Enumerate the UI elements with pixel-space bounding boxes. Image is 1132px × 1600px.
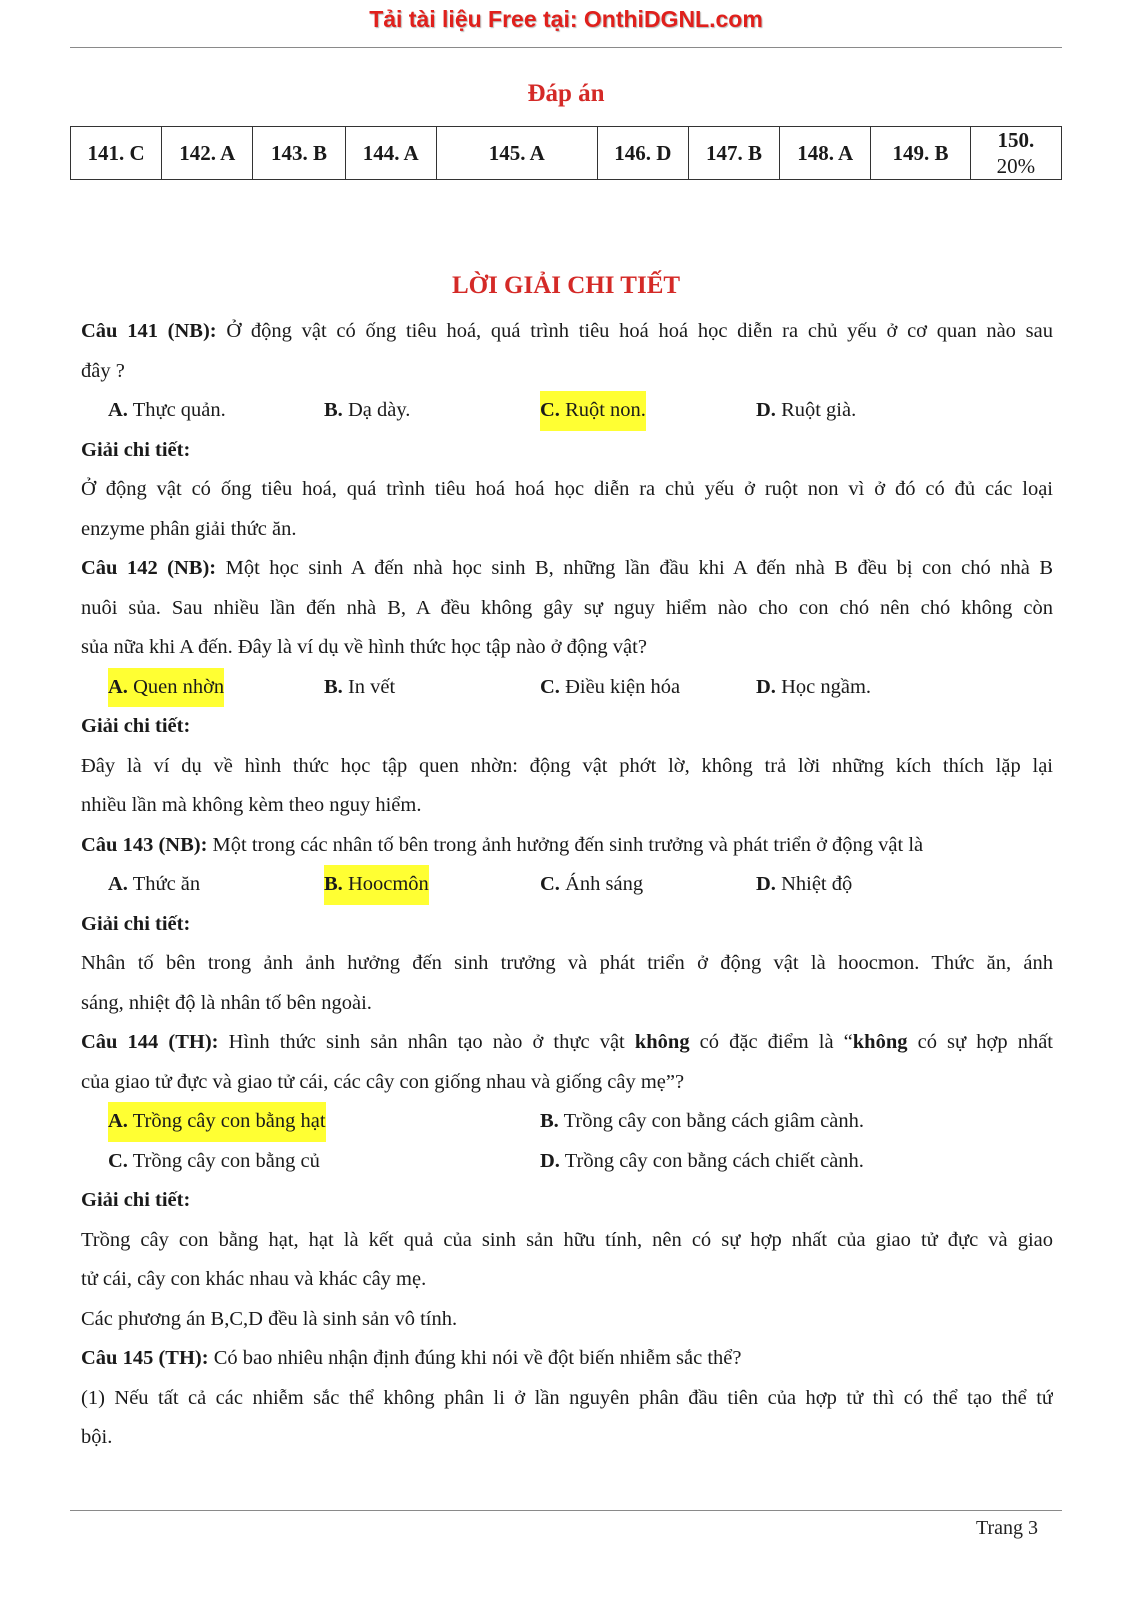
explain-text: sáng, nhiệt độ là nhân tố bên ngoài. <box>81 991 372 1014</box>
option-d: D. Nhiệt độ <box>756 873 853 895</box>
answer-cell: 144. A <box>345 127 436 180</box>
question-text-cont: nuôi sủa. Sau nhiều lần đến nhà B, A đều không gây sự nguy hiểm nào cho con chó nên chó không còn <box>81 596 1053 619</box>
answer-cell: 148. A <box>780 127 871 180</box>
options-142 <box>81 668 1053 708</box>
explain-text: Ở động vật có ống tiêu hoá, quá trình tiêu hoá hoá học diễn ra chủ yếu ở ruột non vì ở đó có đủ các loại <box>81 478 1053 500</box>
options-143 <box>81 865 1053 905</box>
answer-key-title: Đáp án <box>527 80 605 107</box>
options-141 <box>81 391 1053 431</box>
option-b: B. In vết <box>324 675 396 698</box>
solution-title: LỜI GIẢI CHI TIẾT <box>451 272 681 299</box>
explain-label: Giải chi tiết: <box>81 912 191 935</box>
answer-key-table <box>70 126 1062 180</box>
option-a: A. Thức ăn <box>108 873 201 895</box>
question-label: Câu 143 (NB): <box>81 833 208 856</box>
solution-content <box>81 312 1053 1458</box>
site-banner-link[interactable]: Tải tài liệu Free tại: OnthiDGNL.com <box>369 6 763 32</box>
answer-150-label: 150. <box>997 128 1035 152</box>
explain-text: Trồng cây con bằng hạt, hạt là kết quả của sinh sản hữu tính, nên có sự hợp nhất của giao tử đực và giao <box>81 1228 1053 1251</box>
header-divider <box>70 47 1062 48</box>
question-label: Câu 142 (NB): <box>81 557 217 579</box>
question-142 <box>81 549 1053 589</box>
question-text-cont: của giao tử đực và giao tử cái, các cây con giống nhau và giống cây mẹ”? <box>81 1070 685 1093</box>
explain-text: nhiều lần mà không kèm theo nguy hiểm. <box>81 794 422 816</box>
page-number: Trang 3 <box>975 1517 1038 1539</box>
answer-cell: 146. D <box>597 127 688 180</box>
question-145 <box>81 1339 1053 1379</box>
option-a: A. Thực quản. <box>108 399 226 421</box>
explain-text: enzyme phân giải thức ăn. <box>81 517 297 540</box>
answer-cell: 141. C <box>71 127 162 180</box>
explain-text: Đây là ví dụ về hình thức học tập quen nhờn: động vật phớt lờ, không trả lời những kích thích lặp lại <box>81 754 1053 777</box>
explain-label: Giải chi tiết: <box>81 438 191 461</box>
option-c-correct: C. Ruột non. <box>540 391 646 431</box>
explain-text: Nhân tố bên trong ảnh ảnh hưởng đến sinh trưởng và phát triển ở động vật là hoocmon. Thức ăn, ánh <box>81 952 1053 974</box>
question-text: Một trong các nhân tố bên trong ảnh hưởng đến sinh trưởng và phát triển ở động vật là <box>207 833 924 856</box>
answer-cell: 143. B <box>253 127 345 180</box>
option-b: B. Dạ dày. <box>324 399 411 421</box>
question-text: Có bao nhiêu nhận định đúng khi nói về đột biến nhiễm sắc thể? <box>208 1347 742 1369</box>
answer-cell: 149. B <box>871 127 970 180</box>
options-144-row1 <box>81 1102 1053 1142</box>
option-b: B. Trồng cây con bằng cách giâm cành. <box>540 1110 864 1132</box>
question-text: Một học sinh A đến nhà học sinh B, những lần đầu khi A đến nhà B đều bị con chó nhà B <box>216 557 1053 579</box>
option-d: D. Trồng cây con bằng cách chiết cành. <box>540 1149 864 1172</box>
answer-cell: 142. A <box>162 127 253 180</box>
explain-label: Giải chi tiết: <box>81 715 191 737</box>
answer-key-row <box>71 127 1062 180</box>
footer-divider <box>70 1510 1062 1511</box>
question-144: Câu 144 (TH): Hình thức sinh sản nhân tạo nào ở thực vật không có đặc điểm là “không có sự hợp nhất <box>81 1031 1053 1053</box>
option-d: D. Ruột già. <box>756 399 857 421</box>
question-text: Ở động vật có ống tiêu hoá, quá trình tiêu hoá hoá học diễn ra chủ yếu ở cơ quan nào sau <box>216 320 1053 342</box>
question-label: Câu 141 (NB): <box>81 320 217 342</box>
answer-cell: 145. A <box>436 127 597 180</box>
statement-1-cont: bội. <box>81 1426 113 1448</box>
question-label: Câu 145 (TH): <box>81 1347 209 1369</box>
question-text-cont: sủa nữa khi A đến. Đây là ví dụ về hình thức học tập nào ở động vật? <box>81 636 647 658</box>
option-a-correct: A. Trồng cây con bằng hạt <box>108 1102 326 1142</box>
option-a-correct: A. Quen nhờn <box>108 668 224 708</box>
option-c: C. Điều kiện hóa <box>540 675 681 698</box>
answer-cell: 147. B <box>688 127 779 180</box>
question-143 <box>81 826 1053 866</box>
option-b-correct: B. Hoocmôn <box>324 865 429 905</box>
statement-1: (1) Nếu tất cả các nhiễm sắc thể không phân li ở lần nguyên phân đầu tiên của hợp tử thì có thể tạo thể tứ <box>81 1386 1053 1409</box>
explain-text: tử cái, cây con khác nhau và khác cây mẹ. <box>81 1268 427 1290</box>
answer-150-value: 20% <box>996 154 1036 178</box>
explain-label: Giải chi tiết: <box>81 1189 191 1211</box>
question-141 <box>81 312 1053 352</box>
explain-text: Các phương án B,C,D đều là sinh sản vô tính. <box>81 1307 458 1330</box>
option-c: C. Ánh sáng <box>540 873 644 895</box>
options-144-row2 <box>81 1142 1053 1182</box>
question-text-cont: đây ? <box>81 359 125 382</box>
option-d: D. Học ngầm. <box>756 675 872 698</box>
option-c: C. Trồng cây con bằng củ <box>108 1149 320 1172</box>
answer-cell-150 <box>970 127 1061 180</box>
question-label: Câu 144 (TH): <box>81 1031 219 1053</box>
